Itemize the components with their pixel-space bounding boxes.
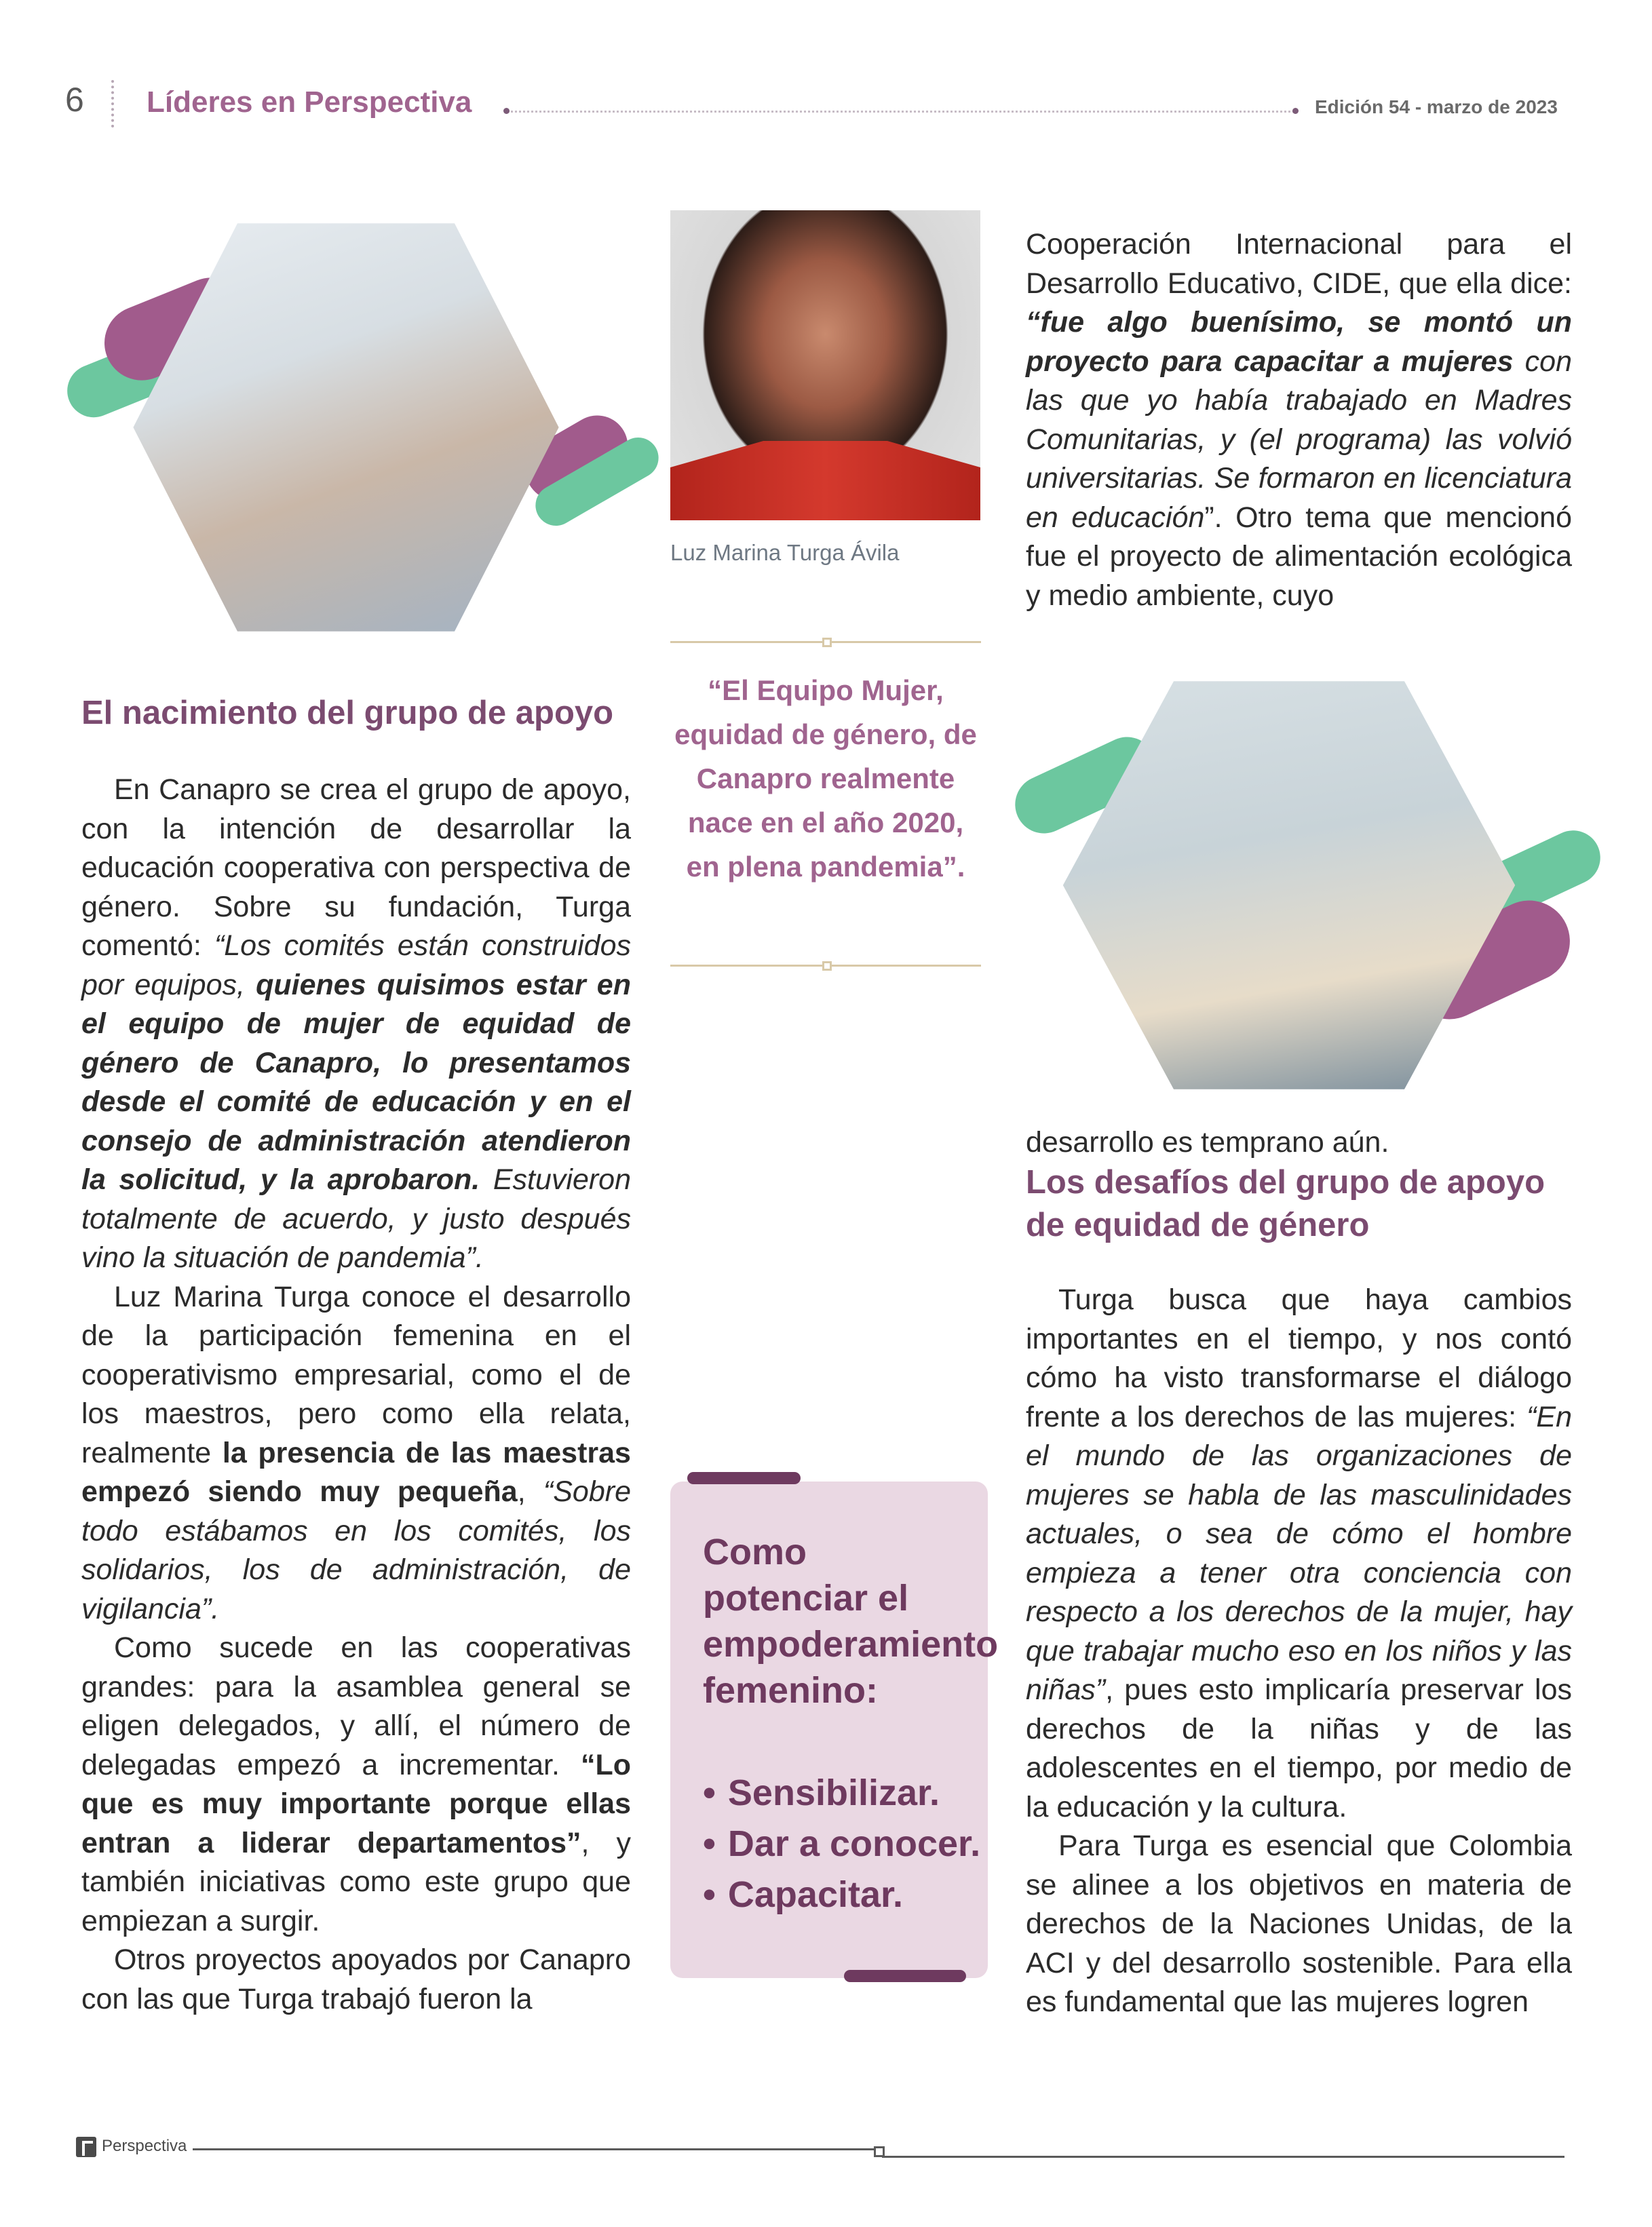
bold-quote-run: quienes quisimos estar en el equipo de mujer de equidad de género de Canapro, lo presentamos desde el comité de educación y en el consejo de administración atendieron la solicitud, y la aprobaron.	[81, 968, 631, 1196]
list-item: • Sensibilizar.	[703, 1768, 980, 1819]
right-column-text	[1026, 1281, 1572, 2022]
quote-run: Estuvieron totalmente de acuerdo, y justo después vino la situación de pandemia”.	[81, 1163, 632, 1274]
text-run: Turga busca que haya cambios importantes en el tiempo, y nos contó cómo ha visto transformarse el diálogo frente a los derechos de las mujeres:	[1026, 1283, 1572, 1433]
box-accent-bar	[687, 1472, 801, 1484]
text-run: ”. Otro tema que mencionó fue el proyecto de alimentación ecológica y medio ambiente, cuyo	[1026, 501, 1572, 612]
bold-quote-run: “fue algo buenísimo, se montó un proyecto para capacitar a mujeres	[1026, 306, 1572, 378]
paragraph	[1026, 1281, 1572, 1827]
text-run: Como sucede en las cooperativas grandes: para la asamblea general se eligen delegados, y allí, el número de delegadas empezó a incrementar.	[81, 1631, 631, 1781]
footer-brand: Perspectiva	[102, 2137, 187, 2155]
edition-label: Edición 54 - marzo de 2023	[1315, 96, 1558, 117]
left-heading: El nacimiento del grupo de apoyo	[81, 695, 614, 731]
bold-run: la presencia de las maestras empezó siendo muy pequeña	[81, 1436, 631, 1508]
bold-run: “Lo que es muy importante porque ellas entran a liderar departamentos”	[81, 1748, 631, 1859]
portrait-jacket	[670, 432, 980, 520]
paragraph	[81, 1629, 631, 1941]
portrait-caption: Luz Marina Turga Ávila	[670, 540, 900, 565]
paragraph: desarrollo es temprano aún.	[1026, 1126, 1389, 1159]
text-run: En Canapro se crea el grupo de apoyo, con la intención de desarrollar la educación cooperativa con perspectiva de género. Sobre su fundación, Turga comentó:	[81, 773, 631, 962]
paragraph	[1026, 225, 1572, 615]
right-heading: Los desafíos del grupo de apoyo de equidad de género	[1026, 1164, 1545, 1243]
paragraph	[81, 771, 631, 1278]
quote-run: “Sobre todo estábamos en los comités, los solidarios, los de administración, de vigilancia”.	[81, 1475, 631, 1625]
paragraph: Otros proyectos apoyados por Canapro con las que Turga trabajó fueron la	[81, 1943, 631, 2015]
paragraph: Para Turga es esencial que Colombia se alinee a los objetivos en materia de derechos de la Naciones Unidas, de la ACI y del desarrollo sostenible. Para ella es fundamental que las mujeres logren	[1026, 1829, 1572, 2018]
tablet-photo-group	[1011, 668, 1608, 1102]
text-run: Cooperación Internacional para el Desarrollo Educativo, CIDE, que ella dice:	[1026, 228, 1572, 300]
left-column-text	[81, 771, 631, 2019]
header-divider	[111, 80, 118, 128]
quote-run: “En el mundo de las organizaciones de mujeres se habla de las masculinidades actuales, o sea de cómo el hombre empieza a tener otra conciencia con respecto a los derechos de la mujer, hay que trabajar mucho eso en los niños y las niñas”	[1026, 1400, 1572, 1706]
page-number: 6	[65, 81, 84, 119]
portrait-photo	[670, 210, 980, 520]
header-dotted-rule	[507, 111, 1294, 113]
perspectiva-logo-icon	[76, 2137, 96, 2157]
text-run: ,	[517, 1475, 543, 1508]
right-column-top-text	[1026, 225, 1572, 615]
pull-quote: “El Equipo Mujer, equidad de género, de Canapro realmente nace en el año 2020, en plena pandemia”.	[674, 674, 977, 883]
woman-hijab-tablet-photo	[1058, 668, 1520, 1102]
box-accent-bar	[844, 1970, 966, 1982]
quote-run: “Los comités están construidos por equipos,	[81, 929, 631, 1001]
sidebar-list	[703, 1768, 980, 1920]
quote-rule-top	[670, 641, 981, 643]
hands-together-photo	[129, 210, 563, 644]
list-item: • Dar a conocer.	[703, 1819, 980, 1870]
text-run: Luz Marina Turga conoce el desarrollo de la participación femenina en el cooperativismo empresarial, como el de los maestros, pero como ella relata, realmente	[81, 1280, 631, 1469]
sidebar-title: Como potenciar el empoderamiento femenino:	[703, 1532, 999, 1711]
footer-rule	[882, 2156, 1564, 2158]
quote-rule-bottom	[670, 965, 981, 967]
text-run: , y también iniciativas como este grupo que empiezan a surgir.	[81, 1826, 631, 1937]
text-run: , pues esto implicaría preservar los derechos de la niñas y de las adolescentes en el tiempo, por medio de la educación y la cultura.	[1026, 1673, 1572, 1823]
section-title: Líderes en Perspectiva	[147, 85, 472, 119]
right-column-continuation	[1026, 1123, 1572, 1163]
quote-run: con las que yo había trabajado en Madres Comunitarias, y (el programa) las volvió universitarias. Se formaron en licenciatura en educación	[1026, 345, 1573, 534]
footer-rule	[193, 2148, 878, 2150]
list-item: • Capacitar.	[703, 1870, 980, 1920]
hands-photo-group	[61, 210, 658, 644]
paragraph	[81, 1278, 631, 1629]
